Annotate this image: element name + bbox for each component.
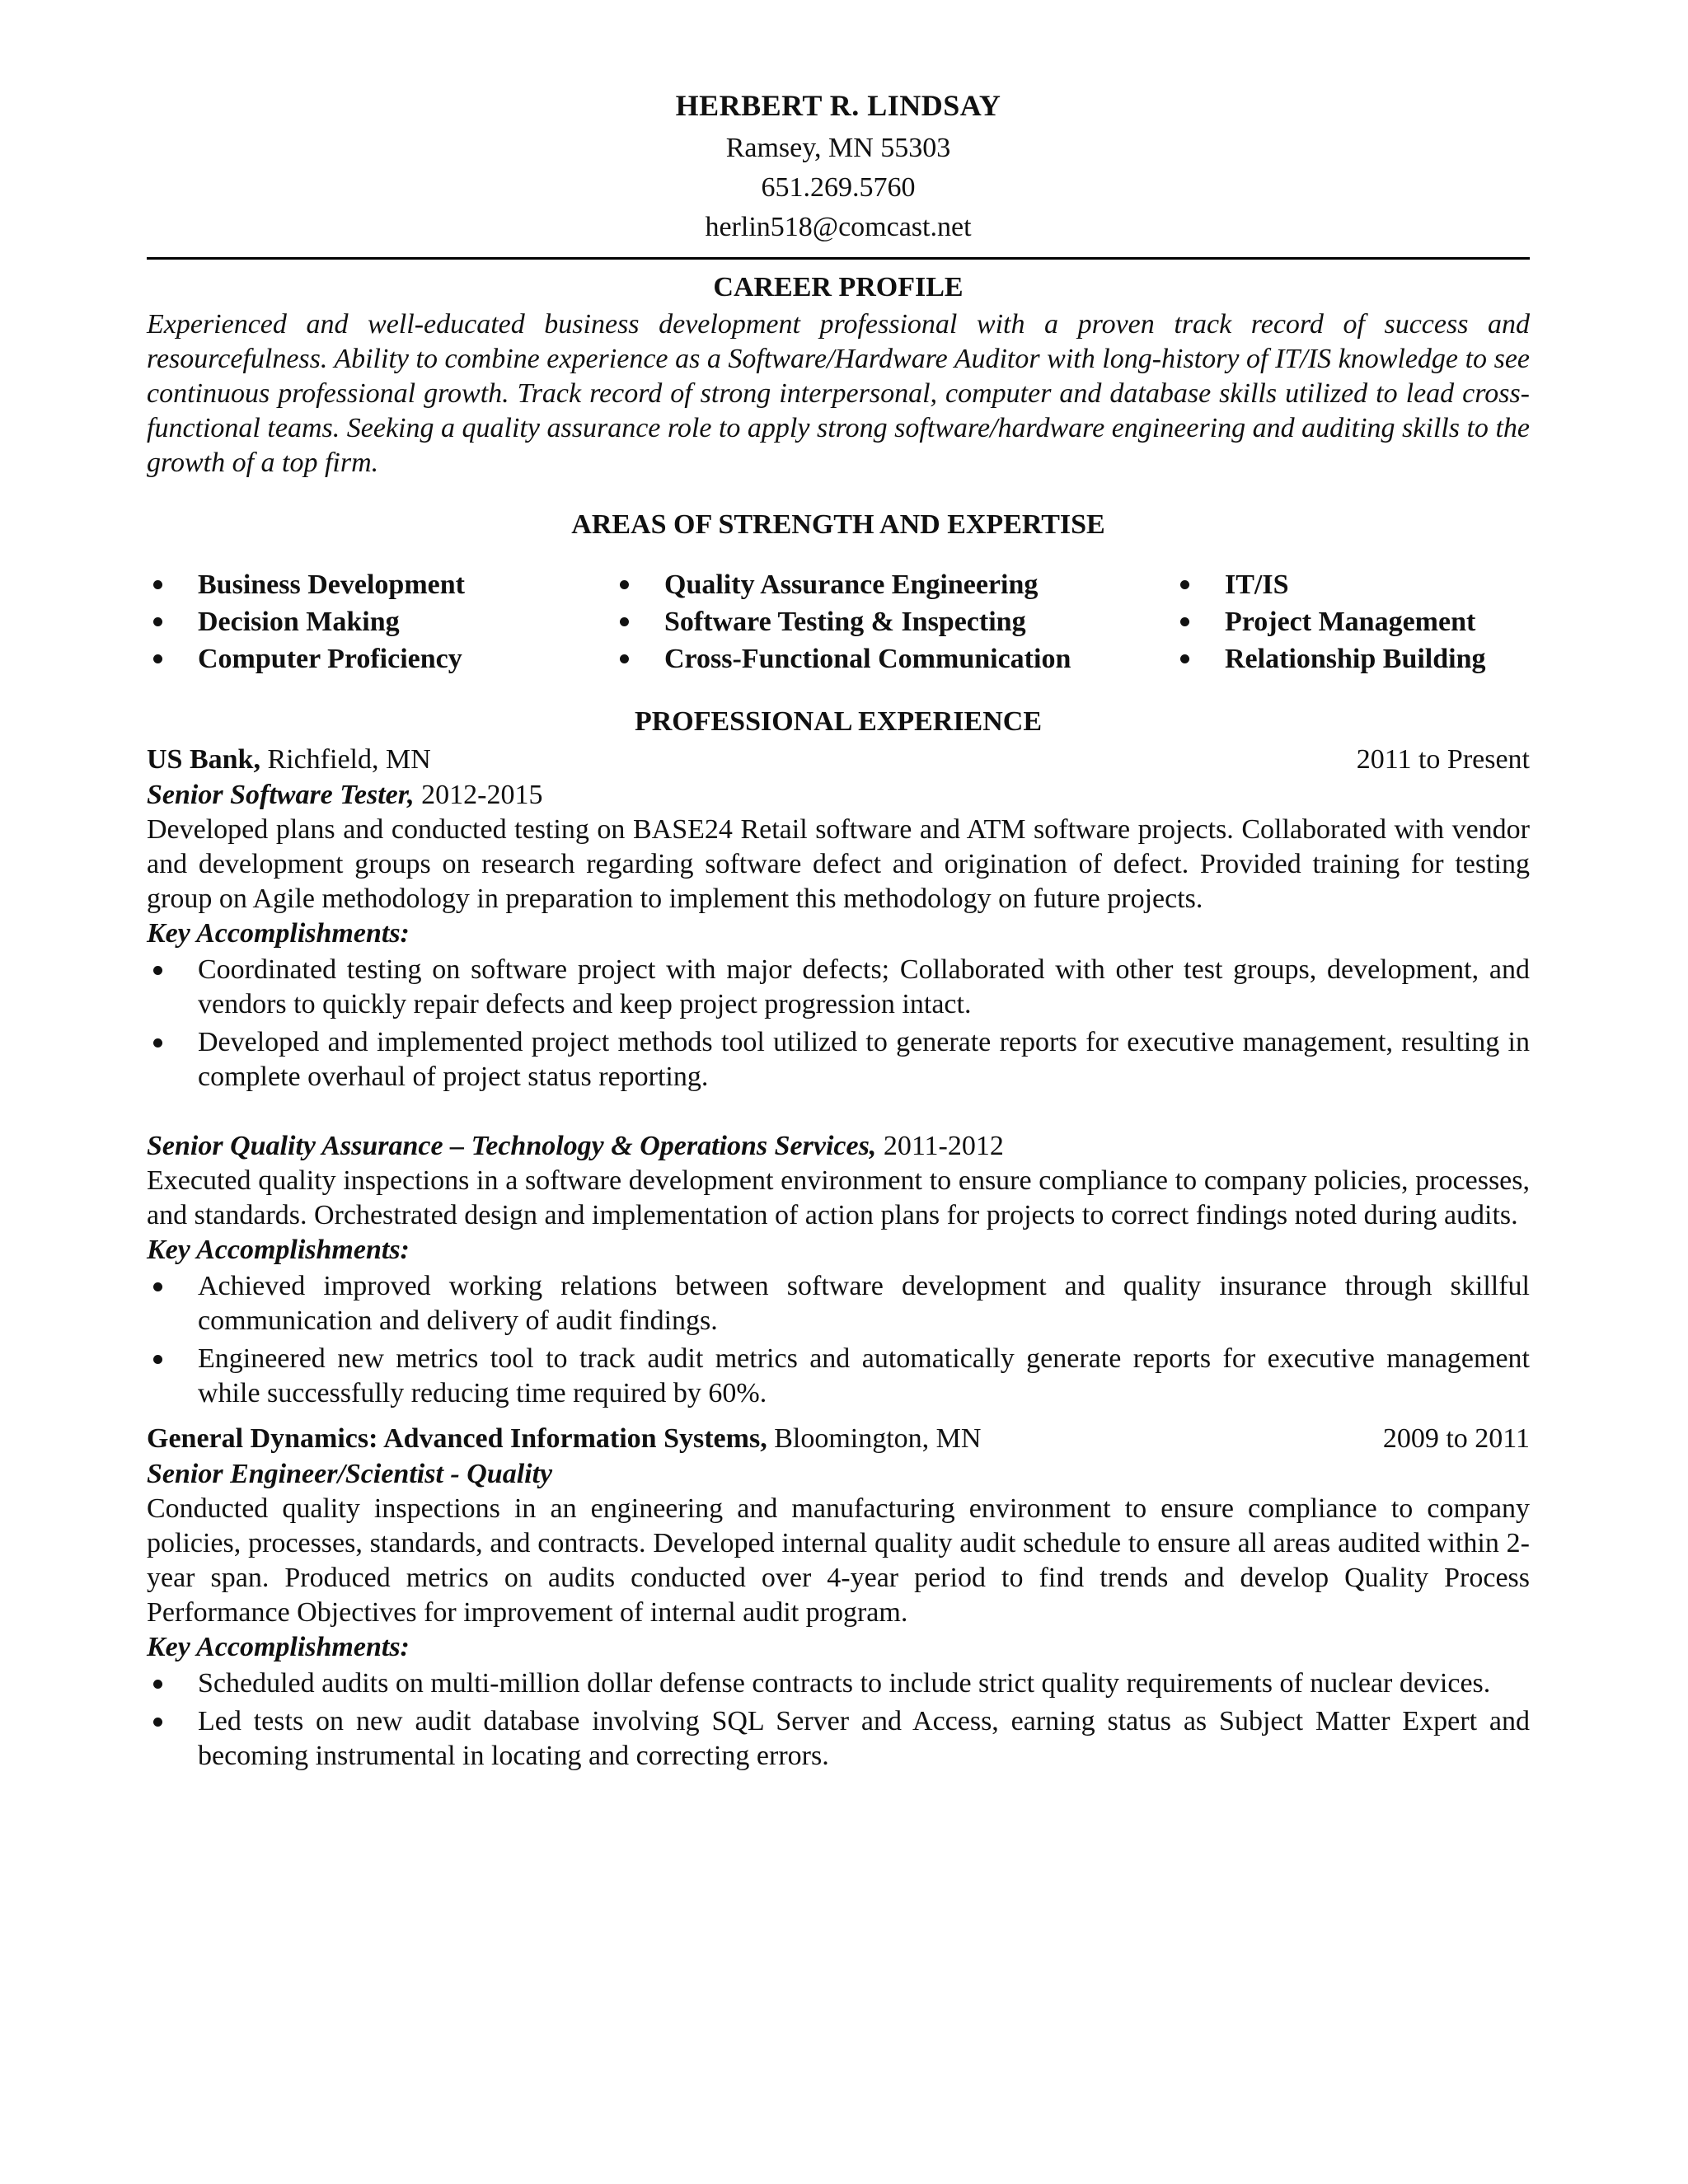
job-dates: 2009 to 2011 [1382,1423,1530,1454]
candidate-name: HERBERT R. LINDSAY [675,89,1001,122]
company-name: General Dynamics: Advanced Information Systems, [147,1423,767,1454]
role-description: Executed quality inspections in a software development environment to ensure compliance to company policies, processes, and standards. Orchestrated design and implementation of action plans for projects to correct findings noted during audits. [147,1165,1530,1230]
candidate-location: Ramsey, MN 55303 [725,133,951,163]
accomplishment-item: Coordinated testing on software project with major defects; Collaborated with other test groups, development, and vendors to quickly repair defects and keep project progression intact. [147,953,1530,1022]
company-location: Bloomington, MN [767,1423,982,1454]
strength-item: Computer Proficiency [147,640,613,677]
role-years: 2012-2015 [414,780,543,810]
accomplishments-list [147,1666,1530,1774]
role-title-line [147,1129,1530,1164]
role-title: Senior Quality Assurance – Technology & Operations Services, [147,1131,877,1161]
role-title: Senior Software Tester, [147,780,415,810]
strength-item: Quality Assurance Engineering [613,566,1174,603]
role-title-line [147,778,1530,813]
role-title-line [147,1457,1530,1492]
job-entry-general-dynamics [147,1421,1530,1774]
role-years: 2011-2012 [876,1131,1004,1161]
job-dates: 2011 to Present [1356,744,1530,775]
career-profile-section [147,268,1530,480]
accomplishments-list [147,953,1530,1094]
strengths-column-1 [147,566,613,677]
role-entry [147,778,1530,1094]
strength-item: IT/IS [1174,566,1528,603]
role-entry [147,1457,1530,1774]
strengths-columns [147,566,1530,677]
company-name: US Bank, [147,744,260,775]
resume-content [147,82,1530,1777]
job-header [147,742,1530,778]
strength-item: Relationship Building [1174,640,1528,677]
job-employer [147,1421,981,1457]
company-location: Richfield, MN [260,744,431,775]
accomplishment-item: Scheduled audits on multi-million dollar defense contracts to include strict quality requirements of nuclear devices. [147,1666,1530,1701]
role-description: Conducted quality inspections in an engineering and manufacturing environment to ensure compliance to company policies, processes, standards, and contracts. Developed internal quality audit schedule to ensure all areas audited within 2-year span. Produced metrics on audits conducted over 4-year period to find trends and develop Quality Process Performance Objectives for improvement of internal audit program. [147,1493,1530,1628]
candidate-phone: 651.269.5760 [761,172,916,203]
candidate-email: herlin518@comcast.net [705,212,972,242]
header-divider [147,257,1530,260]
strengths-heading: AREAS OF STRENGTH AND EXPERTISE [571,509,1105,540]
career-profile-text: Experienced and well-educated business development professional with a proven track record of success and resourcefulness. Ability to combine experience as a Software/Hardware Auditor with long-history of IT/IS knowledge to see continuous professional growth. Track record of strong interpersonal, computer and database skills utilized to lead cross-functional teams. Seeking a quality assurance role to apply strong software/hardware engineering and auditing skills to the growth of a top firm. [147,309,1530,478]
job-entry-us-bank [147,742,1530,1411]
strengths-section [147,505,1530,677]
strengths-column-2 [613,566,1174,677]
accomplishment-item: Led tests on new audit database involving SQL Server and Access, earning status as Subject Matter Expert and becoming instrumental in locating and correcting errors. [147,1704,1530,1774]
role-entry [147,1129,1530,1411]
career-profile-heading: CAREER PROFILE [713,272,964,302]
accomplishment-item: Engineered new metrics tool to track audit metrics and automatically generate reports for executive management while successfully reducing time required by 60%. [147,1342,1530,1411]
strength-item: Software Testing & Inspecting [613,603,1174,640]
strength-item: Cross-Functional Communication [613,640,1174,677]
experience-heading: PROFESSIONAL EXPERIENCE [634,706,1043,737]
key-accomplishments-label: Key Accomplishments: [147,1632,410,1662]
role-title: Senior Engineer/Scientist - Quality [147,1459,553,1489]
strength-item: Project Management [1174,603,1528,640]
strength-item: Business Development [147,566,613,603]
key-accomplishments-label: Key Accomplishments: [147,1235,410,1265]
accomplishment-item: Developed and implemented project methods tool utilized to generate reports for executive management, resulting in complete overhaul of project status reporting. [147,1025,1530,1094]
experience-section [147,702,1530,1774]
role-description: Developed plans and conducted testing on BASE24 Retail software and ATM software projects. Collaborated with vendor and development groups on research regarding software defect and origination of defect. Provided training for testing group on Agile methodology in preparation to implement this methodology on future projects. [147,814,1530,914]
accomplishment-item: Achieved improved working relations between software development and quality insurance through skillful communication and delivery of audit findings. [147,1269,1530,1338]
accomplishments-list [147,1269,1530,1411]
strengths-column-3 [1174,566,1528,677]
key-accomplishments-label: Key Accomplishments: [147,918,410,949]
resume-header [147,82,1530,247]
job-employer [147,742,431,778]
job-header [147,1421,1530,1457]
strength-item: Decision Making [147,603,613,640]
